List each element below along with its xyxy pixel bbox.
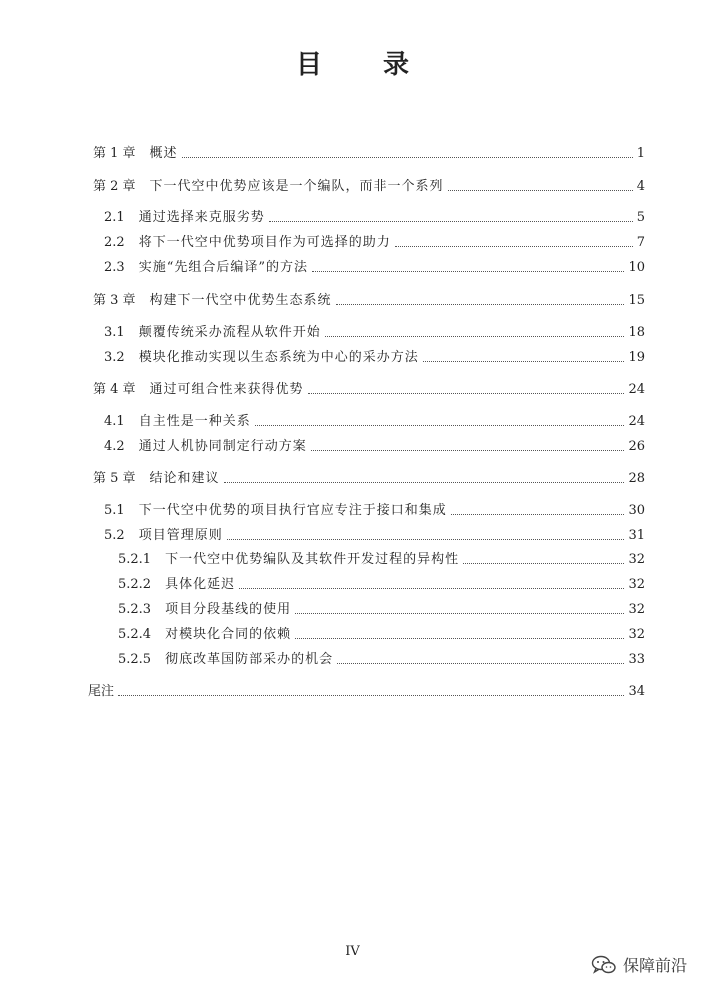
- toc-leader-dots: [239, 587, 624, 589]
- toc-entry-page: 19: [628, 350, 645, 365]
- toc-entry-number: 3.1: [104, 325, 125, 340]
- toc-entry-title: 下一代空中优势编队及其软件开发过程的异构性: [165, 552, 460, 567]
- toc-entry-number: 第 5 章: [93, 471, 136, 486]
- toc-entry-title: 项目管理原则: [138, 528, 223, 543]
- toc-entry-title: 对模块化合同的依赖: [165, 627, 292, 642]
- toc-leader-dots: [311, 449, 625, 451]
- toc-entry[interactable]: [118, 648, 645, 668]
- toc-leader-dots: [448, 189, 633, 191]
- toc-entry-page: 24: [628, 414, 645, 429]
- watermark-text: 保障前沿: [622, 956, 687, 975]
- watermark: [591, 953, 687, 976]
- toc-entry-title: 概述: [149, 146, 178, 161]
- toc-entry-page: 1: [636, 146, 645, 161]
- toc-entry-number: 4.1: [104, 414, 125, 429]
- toc-entry[interactable]: [118, 623, 645, 643]
- toc-leader-dots: [269, 220, 633, 222]
- toc-leader-dots: [118, 694, 624, 696]
- toc-entry-number: 2.3: [104, 260, 125, 275]
- toc-leader-dots: [423, 360, 625, 362]
- toc-entry-page: 18: [628, 325, 645, 340]
- toc-entry[interactable]: [104, 206, 645, 226]
- toc-leader-dots: [337, 662, 624, 664]
- toc-leader-dots: [451, 513, 625, 515]
- toc-leader-dots: [224, 481, 625, 483]
- toc-leader-dots: [295, 637, 624, 639]
- toc-entry-page: 4: [636, 179, 645, 194]
- toc-entry[interactable]: [104, 321, 645, 341]
- toc-entry[interactable]: [93, 378, 645, 398]
- toc-entry-page: 33: [628, 652, 645, 667]
- toc-entry[interactable]: [93, 142, 645, 162]
- toc-leader-dots: [395, 245, 633, 247]
- toc-entry-title: 模块化推动实现以生态系统为中心的采办方法: [138, 350, 419, 365]
- toc-leader-dots: [312, 270, 624, 272]
- toc-entry-number: 5.2: [104, 528, 125, 543]
- toc-entry-page: 34: [628, 684, 645, 699]
- toc-entry[interactable]: [118, 548, 645, 568]
- page-title: 目 录: [295, 50, 436, 80]
- toc-entry-page: 24: [628, 382, 645, 397]
- toc-entry-number: 5.2.5: [118, 652, 152, 667]
- toc-entry-title: 通过选择来克服劣势: [138, 210, 265, 225]
- toc-entry[interactable]: [93, 289, 645, 309]
- toc-entry-number: 2.2: [104, 235, 125, 250]
- toc-entry-page: 31: [628, 528, 645, 543]
- toc-entry-title: 具体化延迟: [165, 577, 236, 592]
- toc-entry-title: 下一代空中优势的项目执行官应专注于接口和集成: [138, 503, 447, 518]
- toc-entry[interactable]: [118, 573, 645, 593]
- toc-leader-dots: [227, 538, 625, 540]
- toc-entry-number: 3.2: [104, 350, 125, 365]
- toc-entry-page: 26: [628, 439, 645, 454]
- toc-entry[interactable]: [88, 680, 645, 700]
- toc-entry-title: 通过人机协同制定行动方案: [138, 439, 307, 454]
- toc-entry-title: 彻底改革国防部采办的机会: [165, 652, 334, 667]
- toc-entry-number: 第 4 章: [93, 382, 136, 397]
- toc-entry-page: 32: [628, 602, 645, 617]
- toc-entry-page: 5: [636, 210, 645, 225]
- toc-entry-number: 尾注: [88, 684, 115, 699]
- toc-leader-dots: [295, 612, 624, 614]
- toc-entry-page: 30: [628, 503, 645, 518]
- toc-entry-number: 5.2.1: [118, 552, 152, 567]
- toc-entry[interactable]: [104, 256, 645, 276]
- toc-leader-dots: [463, 562, 624, 564]
- toc-entry-title: 自主性是一种关系: [138, 414, 251, 429]
- toc-entry-title: 下一代空中优势应该是一个编队，而非一个系列: [149, 179, 444, 194]
- toc-entry[interactable]: [93, 175, 645, 195]
- toc-entry-title: 实施“先组合后编译”的方法: [138, 260, 308, 275]
- toc-entry-title: 结论和建议: [149, 471, 220, 486]
- toc-entry-number: 第 2 章: [93, 179, 136, 194]
- toc-entry[interactable]: [104, 524, 645, 544]
- toc-entry-page: 28: [628, 471, 645, 486]
- toc-entry[interactable]: [104, 435, 645, 455]
- toc-entry-number: 2.1: [104, 210, 125, 225]
- toc-entry-title: 项目分段基线的使用: [165, 602, 292, 617]
- toc-leader-dots: [336, 303, 625, 305]
- toc-entry-title: 构建下一代空中优势生态系统: [149, 293, 332, 308]
- toc-leader-dots: [325, 335, 625, 337]
- toc-entry-page: 32: [628, 577, 645, 592]
- toc-entry-page: 32: [628, 552, 645, 567]
- toc-entry-page: 10: [628, 260, 645, 275]
- toc-leader-dots: [308, 392, 625, 394]
- wechat-icon: [591, 955, 617, 975]
- toc-entry-number: 5.1: [104, 503, 125, 518]
- toc-entry-number: 第 1 章: [93, 146, 136, 161]
- toc-entry-title: 将下一代空中优势项目作为可选择的助力: [138, 235, 391, 250]
- toc-entry[interactable]: [104, 410, 645, 430]
- toc-entry[interactable]: [118, 598, 645, 618]
- toc-entry-number: 第 3 章: [93, 293, 136, 308]
- toc-leader-dots: [182, 156, 633, 158]
- toc-entry-number: 5.2.4: [118, 627, 152, 642]
- toc-entry-page: 32: [628, 627, 645, 642]
- page-number: IV: [345, 944, 360, 959]
- toc-entry[interactable]: [104, 346, 645, 366]
- toc-entry[interactable]: [104, 231, 645, 251]
- toc-entry-title: 通过可组合性来获得优势: [149, 382, 304, 397]
- toc-entry-number: 5.2.3: [118, 602, 152, 617]
- toc-entry-page: 7: [636, 235, 645, 250]
- toc-leader-dots: [255, 424, 625, 426]
- toc-entry-number: 5.2.2: [118, 577, 152, 592]
- toc-entry-title: 颠覆传统采办流程从软件开始: [138, 325, 321, 340]
- toc-entry-number: 4.2: [104, 439, 125, 454]
- toc-entry[interactable]: [93, 467, 645, 487]
- toc-entry-page: 15: [628, 293, 645, 308]
- toc-entry[interactable]: [104, 499, 645, 519]
